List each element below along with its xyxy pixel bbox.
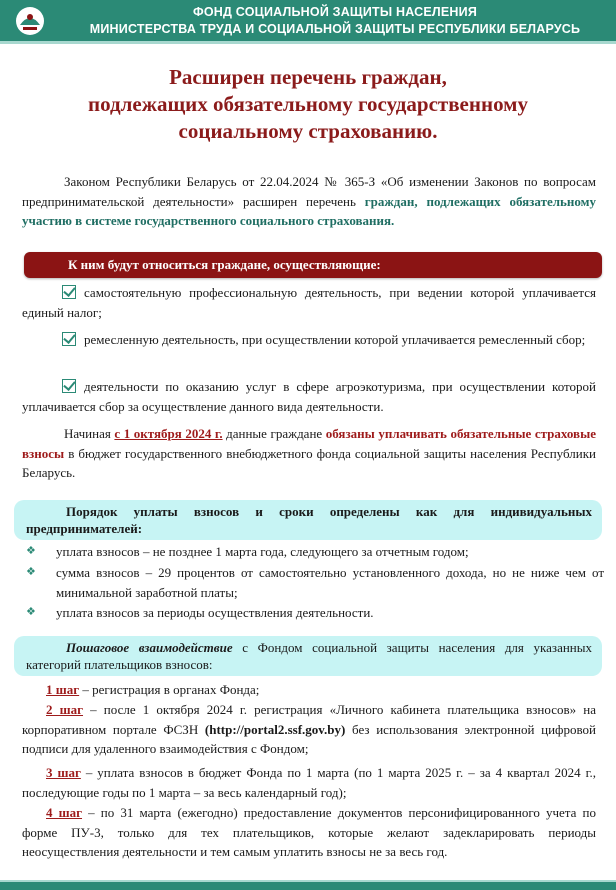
step-1 [22,680,596,700]
check-item-2 [22,330,596,350]
step-3-text: – уплата взносов в бюджет Фонда по 1 марта (по 1 марта 2025 г. – за 4 квартал 2024 г., последующие годы по 1 марта – за весь календарный год); [22,765,596,800]
step-4-text: – по 31 марта (ежегодно) предоставление документов персонифицированного учета по форме ПУ-3, только для тех плательщиков, которые желают задекларировать периоды неосуществления деятельности и тем самым уплатить взносы не за весь год. [22,805,596,859]
payment-order-text: Порядок уплаты взносов и сроки определены как для индивидуальных предпринимателей: [26,504,592,536]
bullet-text-3: уплата взносов за периоды осуществления деятельности. [56,605,374,620]
step-2 [22,700,596,759]
checkbox-checked-icon [62,285,76,299]
check-text-1: самостоятельную профессиональную деятельность, при ведении которой уплачивается единый налог; [22,285,596,320]
step-3-label: 3 шаг [46,765,81,780]
header-line-1: ФОНД СОЦИАЛЬНОЙ ЗАЩИТЫ НАСЕЛЕНИЯ [192,5,478,19]
obligation-text-1: Начиная [64,426,115,441]
interaction-box [14,636,602,676]
step-3 [22,763,596,802]
interaction-text [26,639,592,673]
page-title [20,64,596,145]
step-1-text: – регистрация в органах Фонда; [79,682,260,697]
step-2-text-2: без использования электронной цифровой подписи для удаленного взаимодействия с Фондом; [22,721,596,756]
intro-highlight: граждан, подлежащих обязательному участию в системе государственного социального страхования. [22,193,596,228]
intro-text: Законом Республики Беларусь от 22.04.2024 № 365-З «Об изменении Законов по вопросам предпринимательской деятельности» расширен перечень [22,174,596,209]
step-1-label: 1 шаг [46,682,80,697]
header-line-2: МИНИСТЕРСТВА ТРУДА И СОЦИАЛЬНОЙ ЗАЩИТЫ РЕСПУБЛИКИ БЕЛАРУСЬ [89,22,581,36]
ssf-emblem-icon [14,5,46,37]
interaction-emph: Пошаговое взаимодействие [66,640,233,655]
title-line-3: социальному страхованию. [178,119,438,143]
title-line-1: Расширен перечень граждан, [169,65,447,89]
diamond-bullet-icon: ❖ [26,545,36,557]
obligation-text-3: в бюджет государственного внебюджетного фонда социальной защиты населения Республики Беларусь. [22,445,596,480]
check-item-1 [22,283,596,322]
title-line-2: подлежащих обязательному государственному [88,92,528,116]
obligation-highlight: обязаны уплачивать обязательные страховые взносы [22,426,596,461]
checkbox-checked-icon [62,379,76,393]
step-4 [22,803,596,862]
check-text-2: ремесленную деятельность, при осуществлении которой уплачивается ремесленный сбор; [84,332,586,347]
bullet-text-2: сумма взносов – 29 процентов от самостоятельно установленного дохода, но не ниже чем от минимальной заработной платы; [56,565,604,600]
diamond-bullet-icon: ❖ [26,606,36,618]
citizens-banner: К ним будут относиться граждане, осуществляющие: [24,252,602,278]
footer-bar [0,880,616,890]
diamond-bullet-icon: ❖ [26,566,36,578]
payment-order-box [14,500,602,540]
check-text-3: деятельности по оказанию услуг в сфере агроэкотуризма, при осуществлении которой уплачивается сбор за осуществление данного вида деятельности. [22,379,596,414]
step-2-text: – после 1 октября 2024 г. регистрация «Личного кабинета плательщика взносов» на корпоративном портале ФСЗН [22,702,596,737]
portal-link[interactable]: (http://portal2.ssf.gov.by) [204,721,346,737]
page-header [0,0,616,44]
obligation-paragraph [22,424,596,483]
obligation-date: с 1 октября 2024 г. [114,426,223,441]
step-2-label: 2 шаг [46,702,84,717]
step-4-label: 4 шаг [46,805,83,820]
check-item-3 [22,377,596,416]
interaction-rest: с Фондом социальной защиты населения для указанных категорий плательщиков взносов: [26,640,592,672]
intro-paragraph [22,172,596,231]
checkbox-checked-icon [62,332,76,346]
obligation-text-2: данные граждане [222,426,326,441]
bullet-text-1: уплата взносов – не позднее 1 марта года, следующего за отчетным годом; [56,544,469,559]
